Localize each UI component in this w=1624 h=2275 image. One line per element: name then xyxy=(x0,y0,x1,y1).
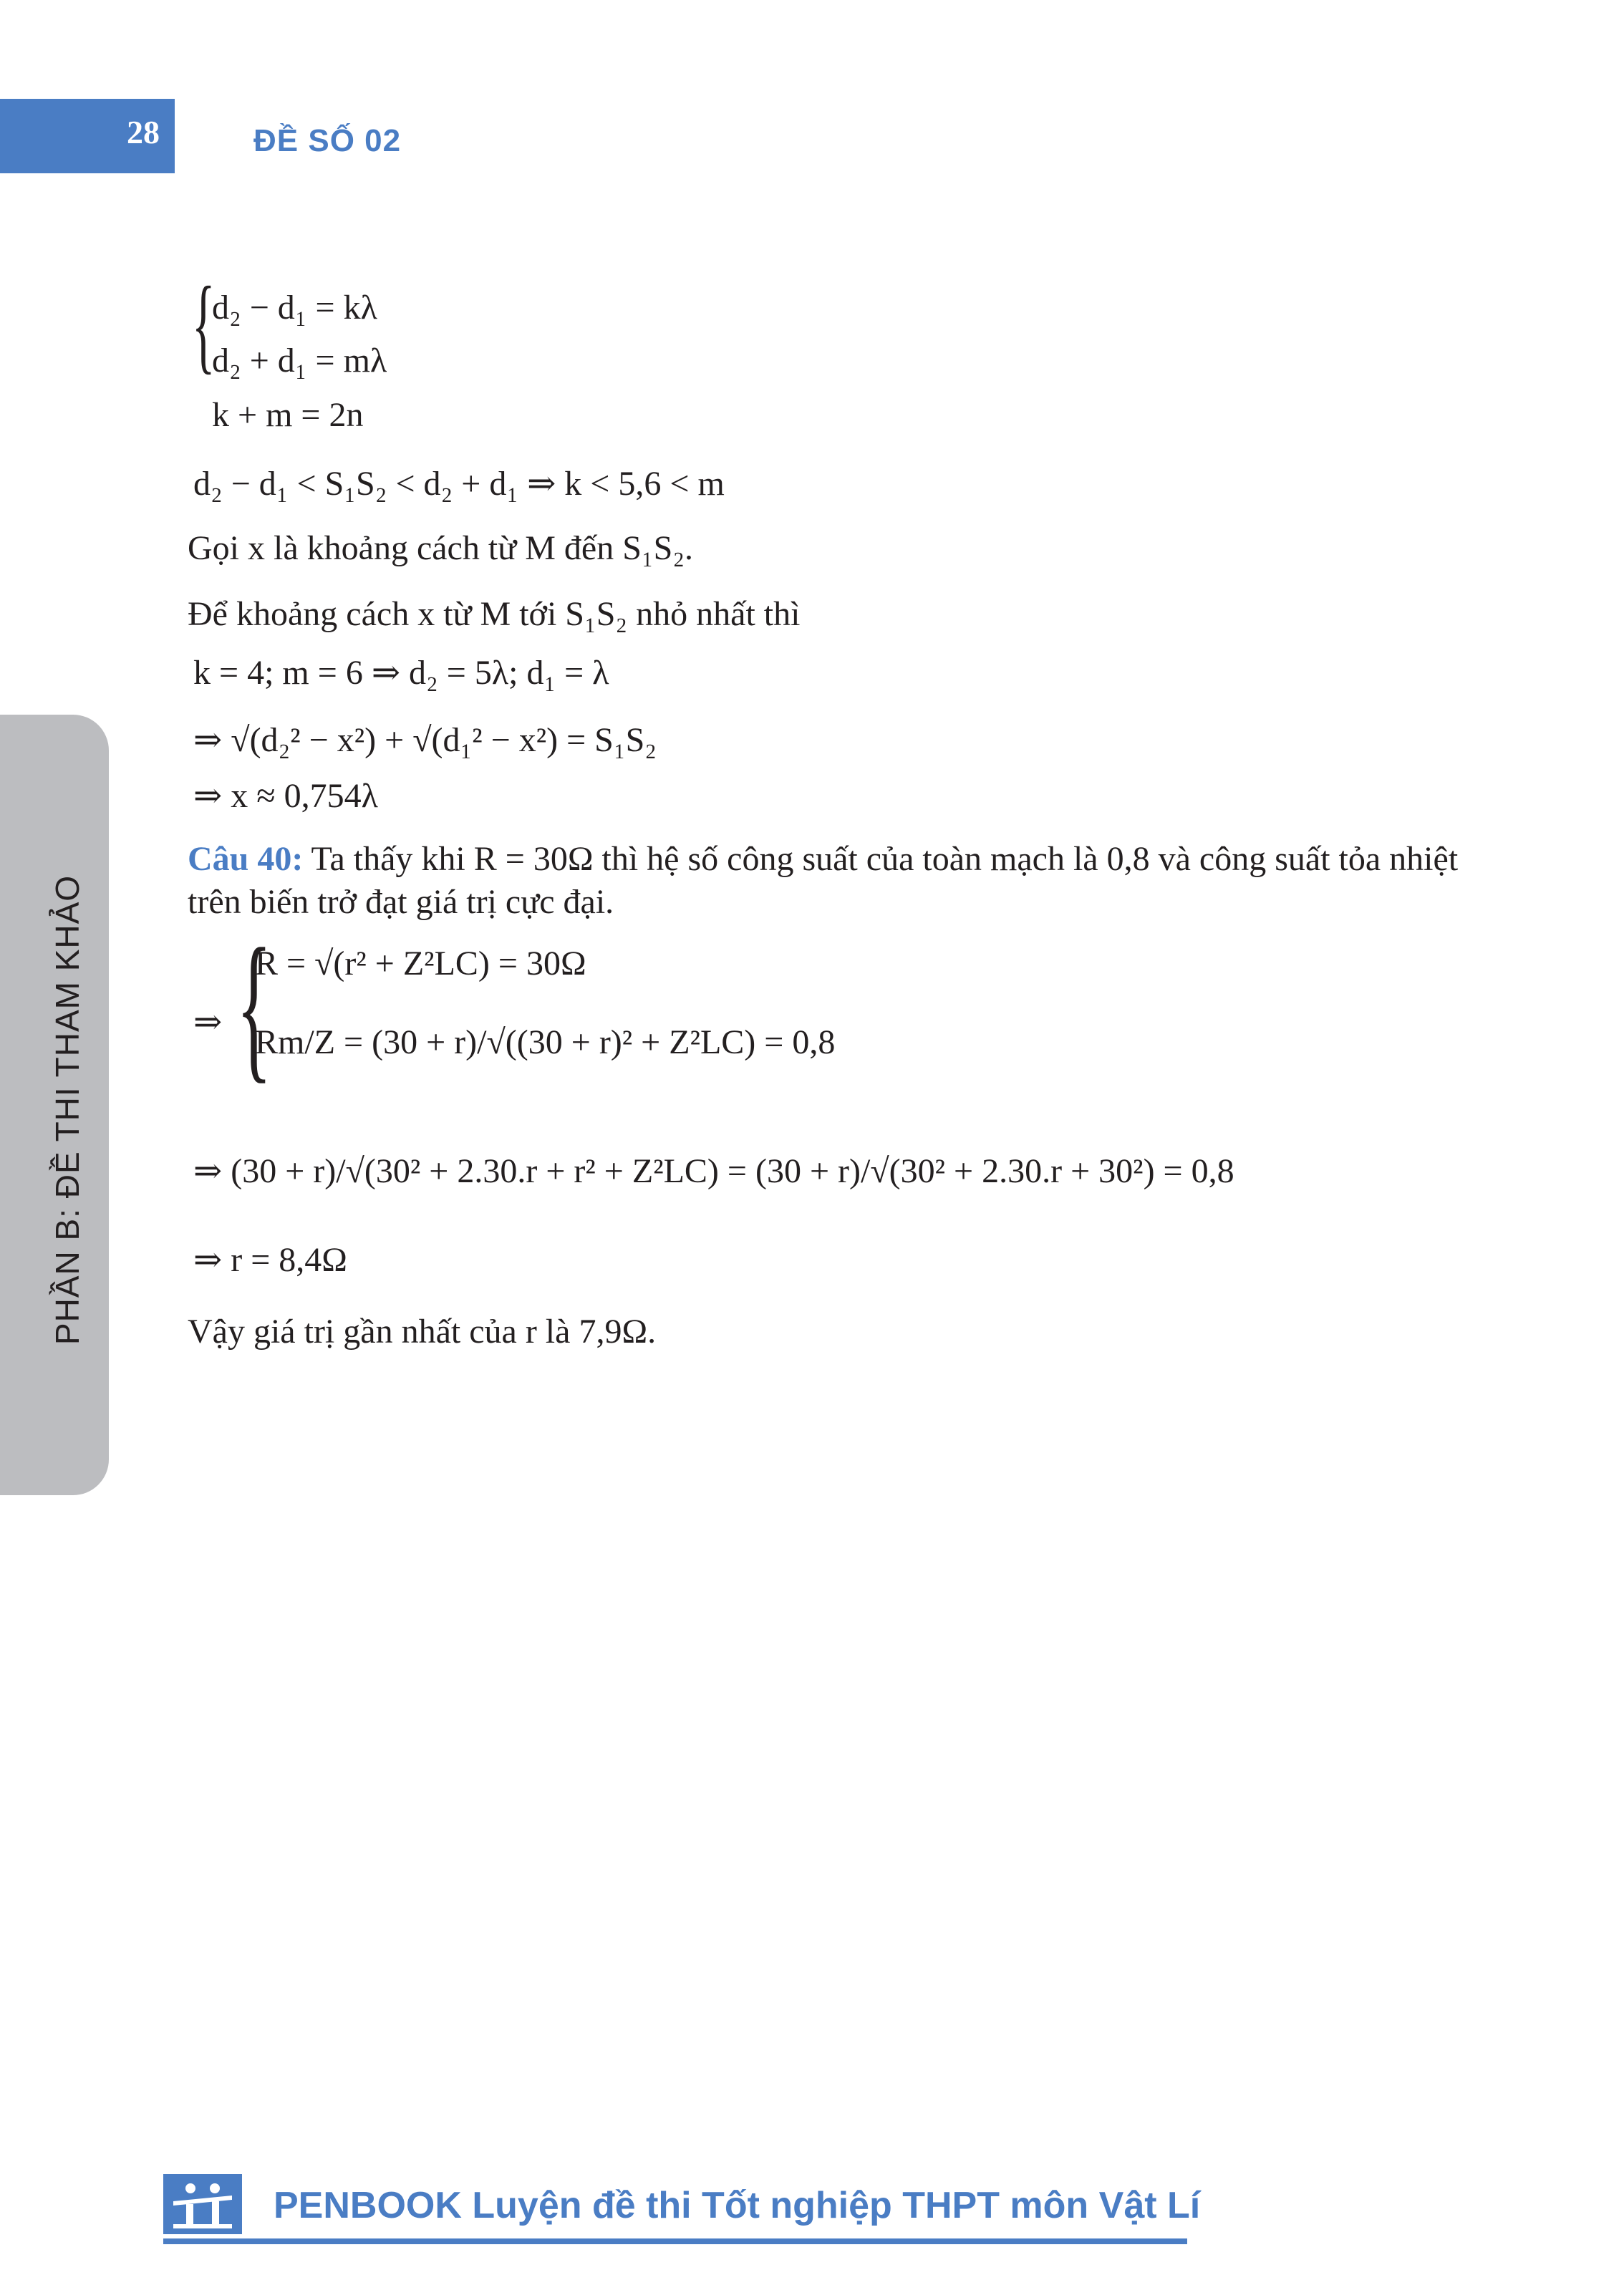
penbook-logo xyxy=(163,2174,242,2234)
equation-k-m: k = 4; m = 6 ⇒ d₂ = 5λ; d₁ = λ xyxy=(193,654,609,692)
equation-ratio: ⇒ (30 + r)/√(30² + 2.30.r + r² + Z²LC) = (30 + r)/√(30² + 2.30.r + 30²) = 0,8 xyxy=(193,1152,1234,1190)
conclusion: Vậy giá trị gần nhất của r là 7,9Ω. xyxy=(188,1313,657,1351)
equation-x: ⇒ x ≈ 0,754λ xyxy=(193,777,378,815)
system1-line1: d₂ − d₁ = kλ xyxy=(212,289,377,327)
question-label: Câu 40: xyxy=(188,840,304,878)
equation-r: ⇒ r = 8,4Ω xyxy=(193,1241,347,1279)
text-line: Gọi x là khoảng cách từ M đến S₁S₂. xyxy=(188,529,694,567)
system2-line1: R = √(r² + Z²LC) = 30Ω xyxy=(255,945,586,982)
section-title: ĐỀ SỐ 02 xyxy=(253,123,402,158)
footer-title: PENBOOK Luyện đề thi Tốt nghiệp THPT môn Vật Lí xyxy=(274,2185,1201,2226)
question-text: Ta thấy khi R = 30Ω thì hệ số công suất của toàn mạch là 0,8 và công suất tỏa nhiệt xyxy=(303,840,1459,878)
side-tab-label: PHẦN B: ĐỀ THI THAM KHẢO xyxy=(49,874,86,1346)
question-40-line1 xyxy=(188,842,1458,876)
system1-line2: d₂ + d₁ = mλ xyxy=(212,342,387,380)
text-line: Để khoảng cách x từ M tới S₁S₂ nhỏ nhất thì xyxy=(188,595,801,633)
brace-left: { xyxy=(236,914,272,1097)
question-40-line2: trên biến trở đạt giá trị cực đại. xyxy=(188,883,614,921)
inequality: d₂ − d₁ < S₁S₂ < d₂ + d₁ ⇒ k < 5,6 < m xyxy=(193,465,725,503)
footer-rule xyxy=(163,2238,1187,2244)
brace-left: { xyxy=(192,265,216,384)
implies-arrow: ⇒ xyxy=(193,1003,223,1041)
equation-sqrt: ⇒ √(d₂² − x²) + √(d₁² − x²) = S₁S₂ xyxy=(193,721,657,759)
page-number: 28 xyxy=(127,114,160,150)
logo-icon xyxy=(163,2174,242,2234)
system1-line3: k + m = 2n xyxy=(212,396,364,434)
system2-line2: Rm/Z = (30 + r)/√((30 + r)² + Z²LC) = 0,8 xyxy=(255,1023,836,1061)
